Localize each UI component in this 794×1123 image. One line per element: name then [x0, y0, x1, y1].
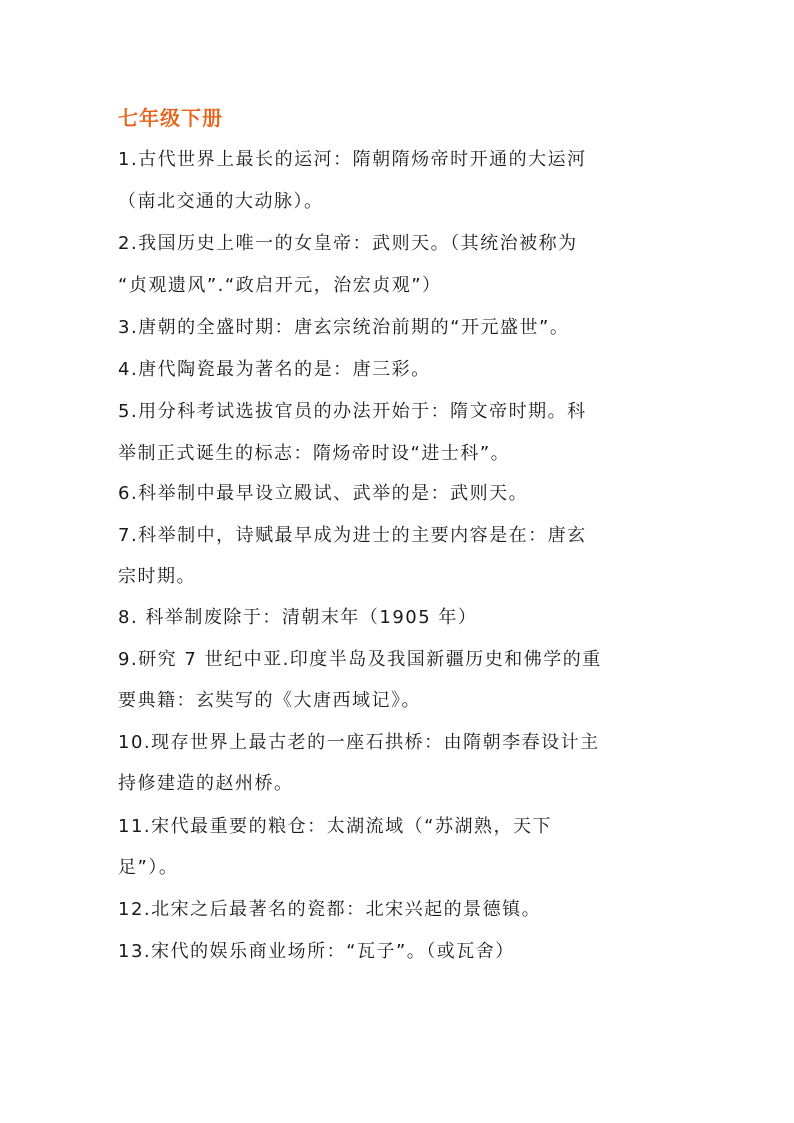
- text-line-16: 持修建造的赵州桥。: [118, 773, 294, 794]
- text-line-11: 宗时期。: [118, 566, 196, 587]
- text-line-9: 6.科举制中最早设立殿试、武举的是：武则天。: [118, 483, 529, 504]
- section-heading: 七年级下册: [118, 106, 223, 130]
- text-line-1: 1.古代世界上最长的运河：隋朝隋炀帝时开通的大运河: [118, 149, 587, 170]
- text-line-6: 4.唐代陶瓷最为著名的是：唐三彩。: [118, 359, 431, 380]
- text-line-8: 举制正式诞生的标志：隋炀帝时设“进士科”。: [118, 443, 511, 464]
- text-line-4: “贞观遗风”.“政启开元，治宏贞观”）: [118, 275, 442, 296]
- text-line-10: 7.科举制中，诗赋最早成为进士的主要内容是在：唐玄: [118, 525, 587, 546]
- text-line-17: 11.宋代最重要的粮仓：太湖流域（“苏湖熟，天下: [118, 816, 552, 837]
- text-line-18: 足”）。: [118, 857, 179, 878]
- text-line-7: 5.用分科考试选拔官员的办法开始于：隋文帝时期。科: [118, 401, 587, 422]
- text-line-5: 3.唐朝的全盛时期：唐玄宗统治前期的“开元盛世”。: [118, 317, 570, 338]
- text-line-13: 9.研究 7 世纪中亚.印度半岛及我国新疆历史和佛学的重: [118, 649, 602, 670]
- text-line-2: （南北交通的大动脉）。: [118, 191, 324, 212]
- text-line-14: 要典籍：玄奘写的《大唐西域记》。: [118, 690, 421, 711]
- text-line-15: 10.现存世界上最古老的一座石拱桥：由隋朝李春设计主: [118, 732, 600, 753]
- text-line-20: 13.宋代的娱乐商业场所：“瓦子”。（或瓦舍）: [118, 941, 515, 962]
- text-line-3: 2.我国历史上唯一的女皇帝：武则天。（其统治被称为: [118, 233, 578, 254]
- text-line-12: 8. 科举制废除于：清朝末年（1905 年）: [118, 607, 478, 628]
- text-line-19: 12.北宋之后最著名的瓷都：北宋兴起的景德镇。: [118, 899, 542, 920]
